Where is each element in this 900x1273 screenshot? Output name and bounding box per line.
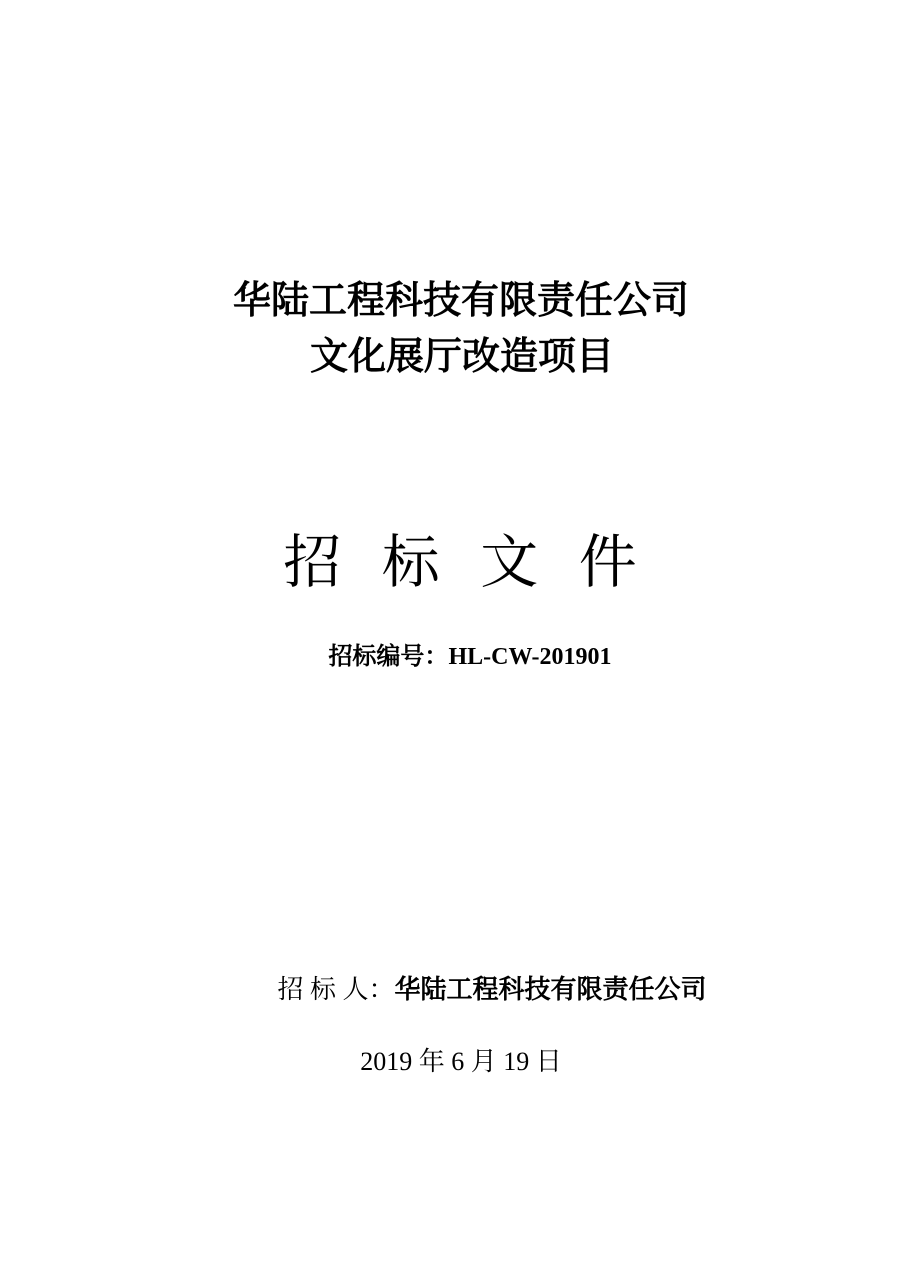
tender-number-value: HL-CW-201901 <box>448 644 612 670</box>
tenderer-label: 招 标 人： <box>277 975 395 1004</box>
tenderer-value: 华陆工程科技有限责任公司 <box>394 975 707 1004</box>
tender-number-line <box>8 621 900 693</box>
company-title-line2: 文化展厅改造项目 <box>309 336 614 378</box>
tender-number-label: 招标编号： <box>328 644 449 670</box>
date-line: 2019 年 6 月 19 日 <box>360 1047 562 1076</box>
tenderer-line <box>29 951 900 1029</box>
main-title: 招 标 文 件 <box>283 530 637 595</box>
company-title-line1: 华陆工程科技有限责任公司 <box>232 280 689 322</box>
